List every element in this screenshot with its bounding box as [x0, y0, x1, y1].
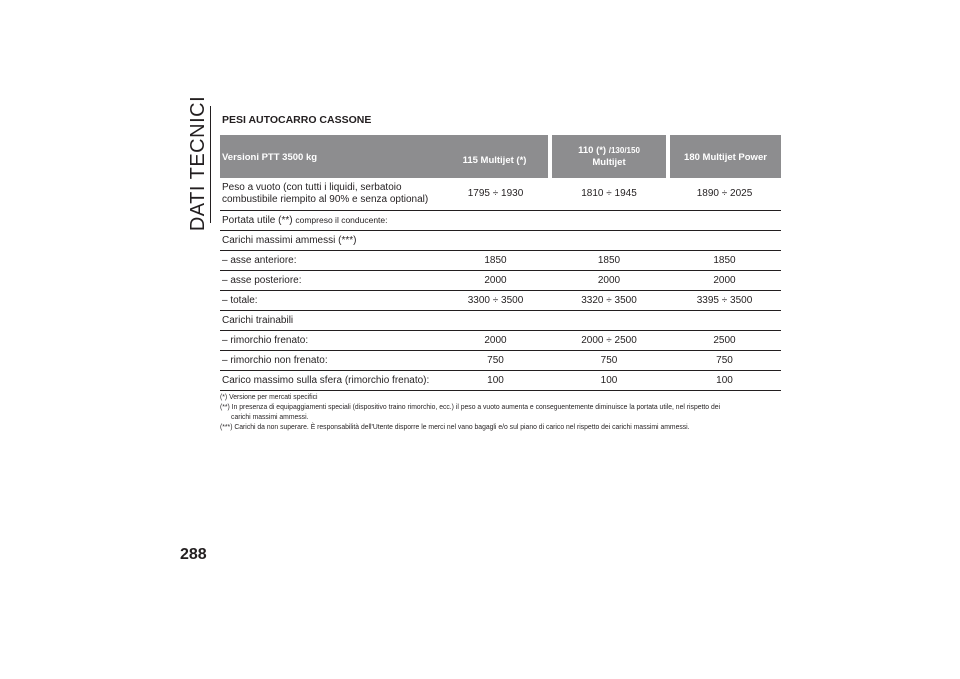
row-label-text: Portata utile (**) [222, 215, 293, 226]
header-180-multijet-power: 180 Multijet Power [668, 135, 781, 178]
section-divider [210, 106, 211, 223]
table-row [220, 211, 781, 231]
row-value: 100 [550, 371, 668, 391]
row-label: – rimorchio non frenato: [220, 351, 441, 371]
table-row [220, 178, 781, 211]
row-value: 1890 ÷ 2025 [668, 178, 781, 211]
row-label [220, 211, 781, 231]
table-header-row [220, 135, 781, 178]
row-label: – totale: [220, 291, 441, 311]
table-row [220, 251, 781, 271]
row-value: 3320 ÷ 3500 [550, 291, 668, 311]
row-label: – asse posteriore: [220, 271, 441, 291]
footnote: (*) Versione per mercati specifici [220, 392, 318, 401]
row-label-line: combustibile riempito al 90% e senza optional) [222, 194, 429, 205]
header-multijet-label: Multijet [592, 157, 626, 168]
row-value: 100 [441, 371, 550, 391]
row-value: 3395 ÷ 3500 [668, 291, 781, 311]
row-value: 3300 ÷ 3500 [441, 291, 550, 311]
row-label [220, 178, 441, 211]
header-115-multijet: 115 Multijet (*) [441, 135, 550, 178]
row-label: – asse anteriore: [220, 251, 441, 271]
footnote: (**) In presenza di equipaggiamenti speciali (dispositivo traino rimorchio, ecc.) il peso a vuoto aumenta e conseguentemente diminuisce la portata utile, nel rispetto dei carichi massimi ammessi. [220, 402, 721, 421]
table-row [220, 351, 781, 371]
table-row [220, 231, 781, 251]
row-value: 750 [441, 351, 550, 371]
row-value: 750 [668, 351, 781, 371]
row-value: 750 [550, 351, 668, 371]
table-row [220, 331, 781, 351]
table-row [220, 371, 781, 391]
section-side-label-text: DATI TECNICI [187, 95, 210, 231]
row-label-note: compreso il conducente: [295, 215, 388, 225]
header-versions: Versioni PTT 3500 kg [220, 135, 441, 178]
row-value: 2000 [441, 271, 550, 291]
row-value: 2000 [550, 271, 668, 291]
row-value: 2000 [441, 331, 550, 351]
row-value: 2500 [668, 331, 781, 351]
row-value: 1850 [441, 251, 550, 271]
table-row [220, 311, 781, 331]
row-label-line: Peso a vuoto (con tutti i liquidi, serbatoio [222, 182, 402, 193]
section-side-label [181, 95, 217, 231]
row-label: Carichi massimi ammessi (***) [220, 231, 781, 251]
row-value: 1795 ÷ 1930 [441, 178, 550, 211]
page-number: 288 [180, 546, 207, 563]
row-label: Carichi trainabili [220, 311, 781, 331]
row-value: 1850 [550, 251, 668, 271]
table-row [220, 271, 781, 291]
header-110-130-150-multijet [550, 135, 668, 178]
row-value: 1810 ÷ 1945 [550, 178, 668, 211]
weights-table [220, 135, 781, 391]
table-footnotes [220, 392, 735, 432]
header-130-150-label: /130/150 [608, 146, 640, 155]
header-110-label: 110 (*) [578, 145, 607, 156]
table-title: PESI AUTOCARRO CASSONE [222, 114, 372, 126]
footnote: (***) Carichi da non superare. È responsabilità dell'Utente disporre le merci nel vano bagagli e/o sul piano di carico nel rispetto dei carichi massimi ammessi. [220, 422, 690, 431]
row-value: 2000 [668, 271, 781, 291]
row-value: 100 [668, 371, 781, 391]
row-value: 2000 ÷ 2500 [550, 331, 668, 351]
row-label: Carico massimo sulla sfera (rimorchio frenato): [220, 371, 441, 391]
table-row [220, 291, 781, 311]
row-value: 1850 [668, 251, 781, 271]
row-label: – rimorchio frenato: [220, 331, 441, 351]
